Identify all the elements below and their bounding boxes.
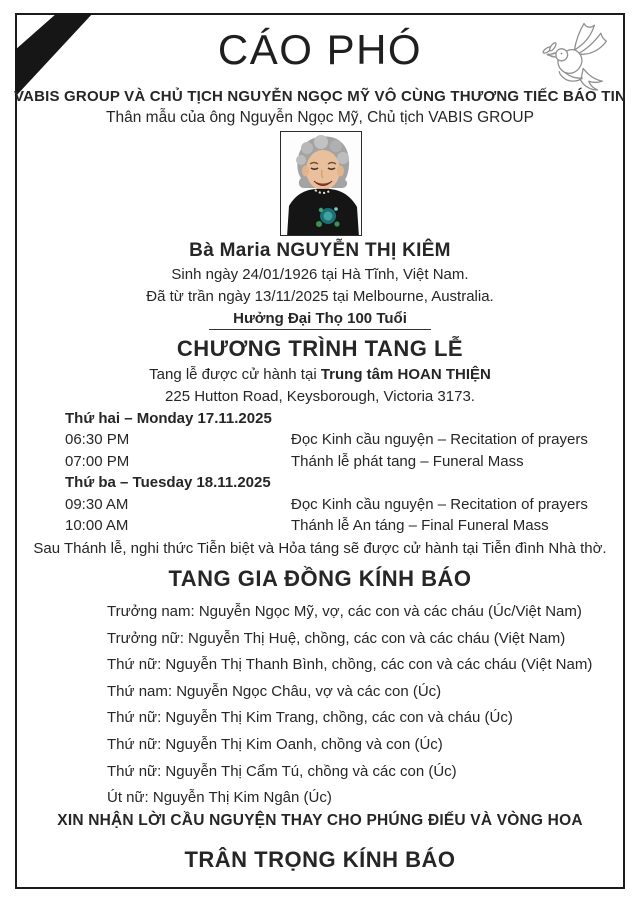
section-divider [209,329,431,330]
venue-prefix: Tang lễ được cử hành tại [149,366,321,383]
family-member: Trưởng nam: Nguyễn Ngọc Mỹ, vợ, các con và các cháu (Úc/Việt Nam) [107,603,582,620]
family-member-list [107,599,593,812]
cremation-note: Sau Thánh lễ, nghi thức Tiễn biệt và Hỏa táng sẽ được cử hành tại Tiễn đình Nhà thờ. [33,540,607,557]
deceased-name: Bà Maria NGUYỄN THỊ KIÊM [189,240,451,261]
deceased-portrait-photo [280,131,362,236]
event-time: 09:30 AM [65,495,129,513]
family-member: Thứ nữ: Nguyễn Thị Thanh Bình, chồng, các con và các cháu (Việt Nam) [107,656,593,674]
schedule-row [65,451,577,472]
schedule-row [65,494,588,515]
birth-line: Sinh ngày 24/01/1926 tại Hà Tĩnh, Việt Nam. [171,266,469,283]
event-time: 10:00 AM [65,517,129,535]
schedule-day-label: Thứ ba – Tuesday 18.11.2025 [65,474,271,492]
funeral-schedule [65,408,588,536]
venue-name: Trung tâm HOAN THIỆN [320,366,491,383]
family-member: Út nữ: Nguyễn Thị Kim Ngân (Úc) [107,789,332,807]
family-member: Trưởng nữ: Nguyễn Thị Huệ, chồng, các con và các cháu (Việt Nam) [107,629,566,647]
schedule-row [65,515,577,536]
condolence-request-line: XIN NHẬN LỜI CẦU NGUYỆN THAY CHO PHÚNG ĐIẾU VÀ VÒNG HOA [57,812,583,829]
event-description: Thánh lễ phát tang – Funeral Mass [291,452,524,470]
event-description: Thánh lễ An táng – Final Funeral Mass [291,517,549,535]
death-line: Đã từ trần ngày 13/11/2025 tại Melbourne, Australia. [146,288,494,305]
program-heading: CHƯƠNG TRÌNH TANG LỄ [176,336,464,361]
announcement-line: VABIS GROUP VÀ CHỦ TỊCH NGUYỄN NGỌC MỸ VÔ CÙNG THƯƠNG TIẾC BÁO TIN [13,88,627,105]
closing-line: TRÂN TRỌNG KÍNH BÁO [184,847,456,872]
portrait-illustration [281,132,362,236]
schedule-row [65,429,588,450]
event-description: Đọc Kinh cầu nguyện – Recitation of prayers [291,495,588,513]
event-time: 07:00 PM [65,452,130,470]
event-description: Đọc Kinh cầu nguyện – Recitation of prayers [291,431,588,449]
family-member: Thứ nữ: Nguyễn Thị Kim Oanh, chồng và con (Úc) [107,735,443,753]
age-line: Hưởng Đại Thọ 100 Tuổi [233,310,407,327]
venue-address: 225 Hutton Road, Keysborough, Victoria 3173. [165,388,475,405]
family-member: Thứ nữ: Nguyễn Thị Cẩm Tú, chồng và các con (Úc) [107,762,457,780]
venue-line [0,366,640,383]
page-title: CÁO PHÓ [217,26,423,73]
family-heading: TANG GIA ĐỒNG KÍNH BÁO [168,566,472,591]
schedule-day-label: Thứ hai – Monday 17.11.2025 [65,410,272,427]
event-time: 06:30 PM [65,431,130,449]
family-member: Thứ nam: Nguyễn Ngọc Châu, vợ và các con (Úc) [107,682,442,700]
family-member: Thứ nữ: Nguyễn Thị Kim Trang, chồng, các con và cháu (Úc) [107,709,513,727]
relation-line: Thân mẫu của ông Nguyễn Ngọc Mỹ, Chủ tịch VABIS GROUP [106,109,534,126]
